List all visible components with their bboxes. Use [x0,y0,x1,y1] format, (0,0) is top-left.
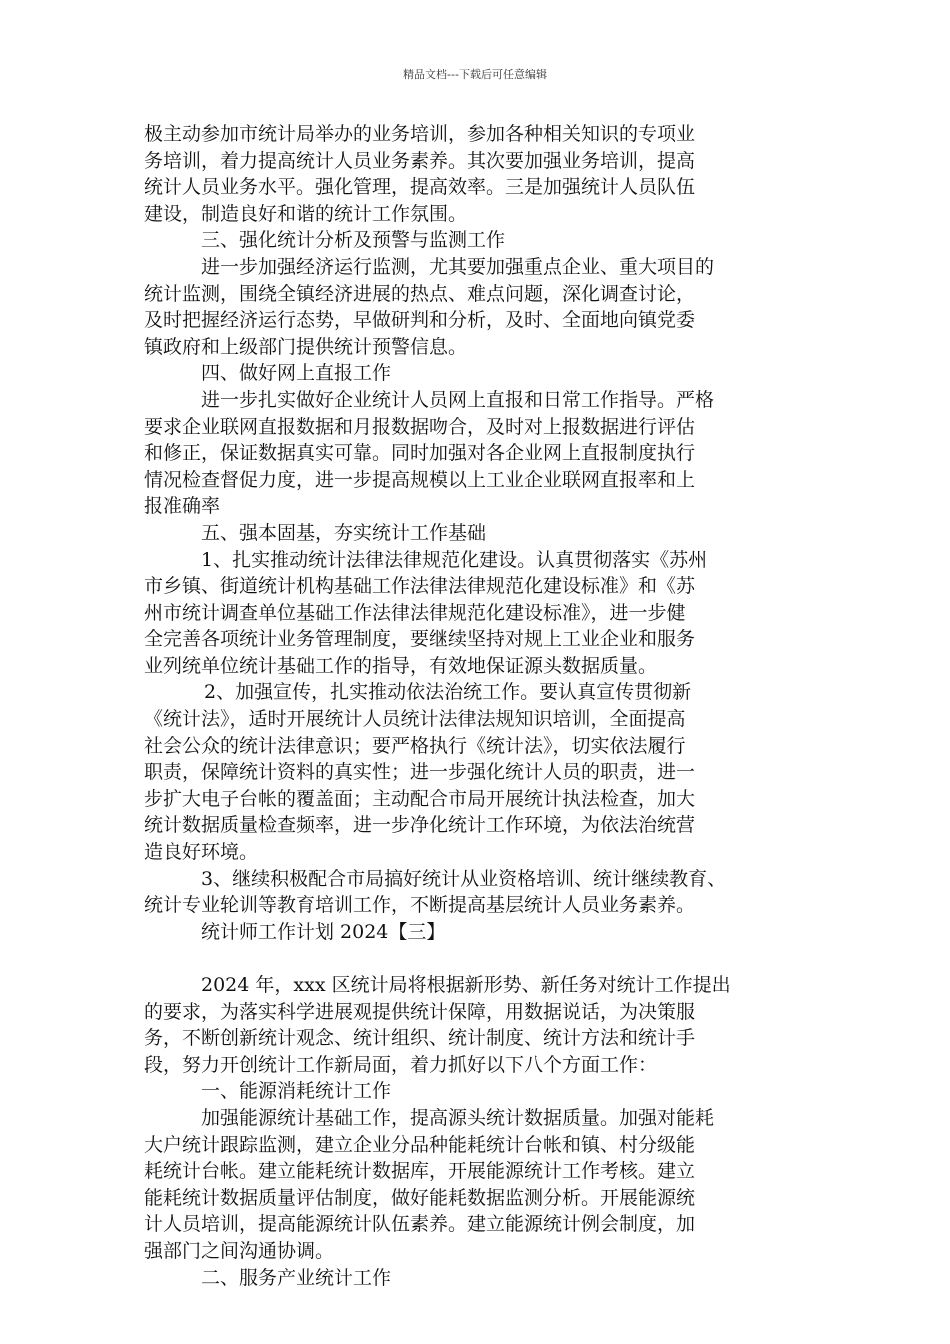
page-header: 精品文档---下载后可任意编辑 [403,68,547,81]
paragraph-line: 务培训，着力提高统计人员业务素养。其次要加强业务培训，提高 [144,149,696,172]
paragraph-line: 能耗统计数据质量评估制度，做好能耗数据监测分析。开展能源统 [144,1186,696,1209]
paragraph-line: 计人员培训，提高能源统计队伍素养。建立能源统计例会制度，加 [144,1213,696,1236]
paragraph-line: 造良好环境。 [144,841,259,864]
paragraph-line: 3、继续积极配合市局搞好统计从业资格培训、统计继续教育、 [201,867,727,890]
paragraph-line: 《统计法》，适时开展统计人员统计法律法规知识培训，全面提高 [144,708,686,731]
paragraph-line: 情况检查督促力度，进一步提高规模以上工业企业联网直报率和上 [144,468,696,491]
paragraph-line: 统计数据质量检查频率，进一步净化统计工作环境，为依法治统营 [144,814,696,837]
section-heading: 五、强本固基，夯实统计工作基础 [201,521,487,544]
paragraph-line: 报准确率 [144,495,221,518]
blank-line [144,945,824,972]
paragraph-line: 建设，制造良好和谐的统计工作氛围。 [144,202,468,225]
paragraph-line: 极主动参加市统计局举办的业务培训，参加各种相关知识的专项业 [144,123,696,145]
paragraph-line: 全完善各项统计业务管理制度，要继续坚持对规上工业企业和服务 [144,628,696,651]
paragraph-line: 2024 年，xxx 区统计局将根据新形势、新任务对统计工作提出 [201,974,731,996]
section-heading: 一、能源消耗统计工作 [201,1080,392,1103]
paragraph-line: 1、扎实推动统计法律法律规范化建设。认真贯彻落实《苏州 [201,548,708,571]
paragraph-line: 务，不断创新统计观念、统计组织、统计制度、统计方法和统计手 [144,1027,696,1050]
paragraph-line: 要求企业联网直报数据和月报数据吻合，及时对上报数据进行评估 [144,415,696,438]
section-heading: 四、做好网上直报工作 [201,362,392,385]
paragraph-line: 职责，保障统计资料的真实性；进一步强化统计人员的职责，进一 [144,761,696,784]
paragraph-line: 业列统单位统计基础工作的指导，有效地保证源头数据质量。 [144,654,658,677]
paragraph-line: 及时把握经济运行态势，早做研判和分析，及时、全面地向镇党委 [144,309,696,332]
document-subtitle: 统计师工作计划 2024【三】 [201,920,446,943]
paragraph-line: 市乡镇、街道统计机构基础工作法律法律规范化建设标准》和《苏 [144,575,696,598]
paragraph-line: 步扩大电子台帐的覆盖面；主动配合市局开展统计执法检查，加大 [144,787,696,810]
paragraph-line: 州市统计调查单位基础工作法律法律规范化建设标准》，进一步健 [144,601,686,624]
paragraph-line: 统计专业轮训等教育培训工作，不断提高基层统计人员业务素养。 [144,894,696,917]
paragraph-line: 加强能源统计基础工作，提高源头统计数据质量。加强对能耗 [201,1106,715,1129]
section-heading: 二、服务产业统计工作 [201,1266,392,1289]
document-body [144,121,824,1291]
paragraph-line: 社会公众的统计法律意识；要严格执行《统计法》，切实依法履行 [144,734,686,757]
paragraph-line: 镇政府和上级部门提供统计预警信息。 [144,335,468,358]
paragraph-line: 统计人员业务水平。强化管理，提高效率。三是加强统计人员队伍 [144,176,696,199]
paragraph-line: 2、加强宣传，扎实推动依法治统工作。要认真宣传贯彻新 [204,681,692,704]
paragraph-line: 强部门之间沟通协调。 [144,1239,335,1262]
paragraph-line: 统计监测，围绕全镇经济进展的热点、难点问题，深化调查讨论， [144,282,696,305]
paragraph-line: 耗统计台帐。建立能耗统计数据库，开展能源统计工作考核。建立 [144,1160,696,1183]
paragraph-line: 进一步扎实做好企业统计人员网上直报和日常工作指导。严格 [201,388,715,411]
paragraph-line: 的要求，为落实科学进展观提供统计保障，用数据说话，为决策服 [144,1000,696,1023]
paragraph-line: 大户统计跟踪监测，建立企业分品种能耗统计台帐和镇、村分级能 [144,1133,696,1156]
paragraph-line: 进一步加强经济运行监测，尤其要加强重点企业、重大项目的 [201,255,715,278]
section-heading: 三、强化统计分析及预警与监测工作 [201,229,506,252]
paragraph-line: 和修正，保证数据真实可靠。同时加强对各企业网上直报制度执行 [144,442,696,465]
paragraph-line: 段，努力开创统计工作新局面，着力抓好以下八个方面工作： [144,1053,658,1076]
